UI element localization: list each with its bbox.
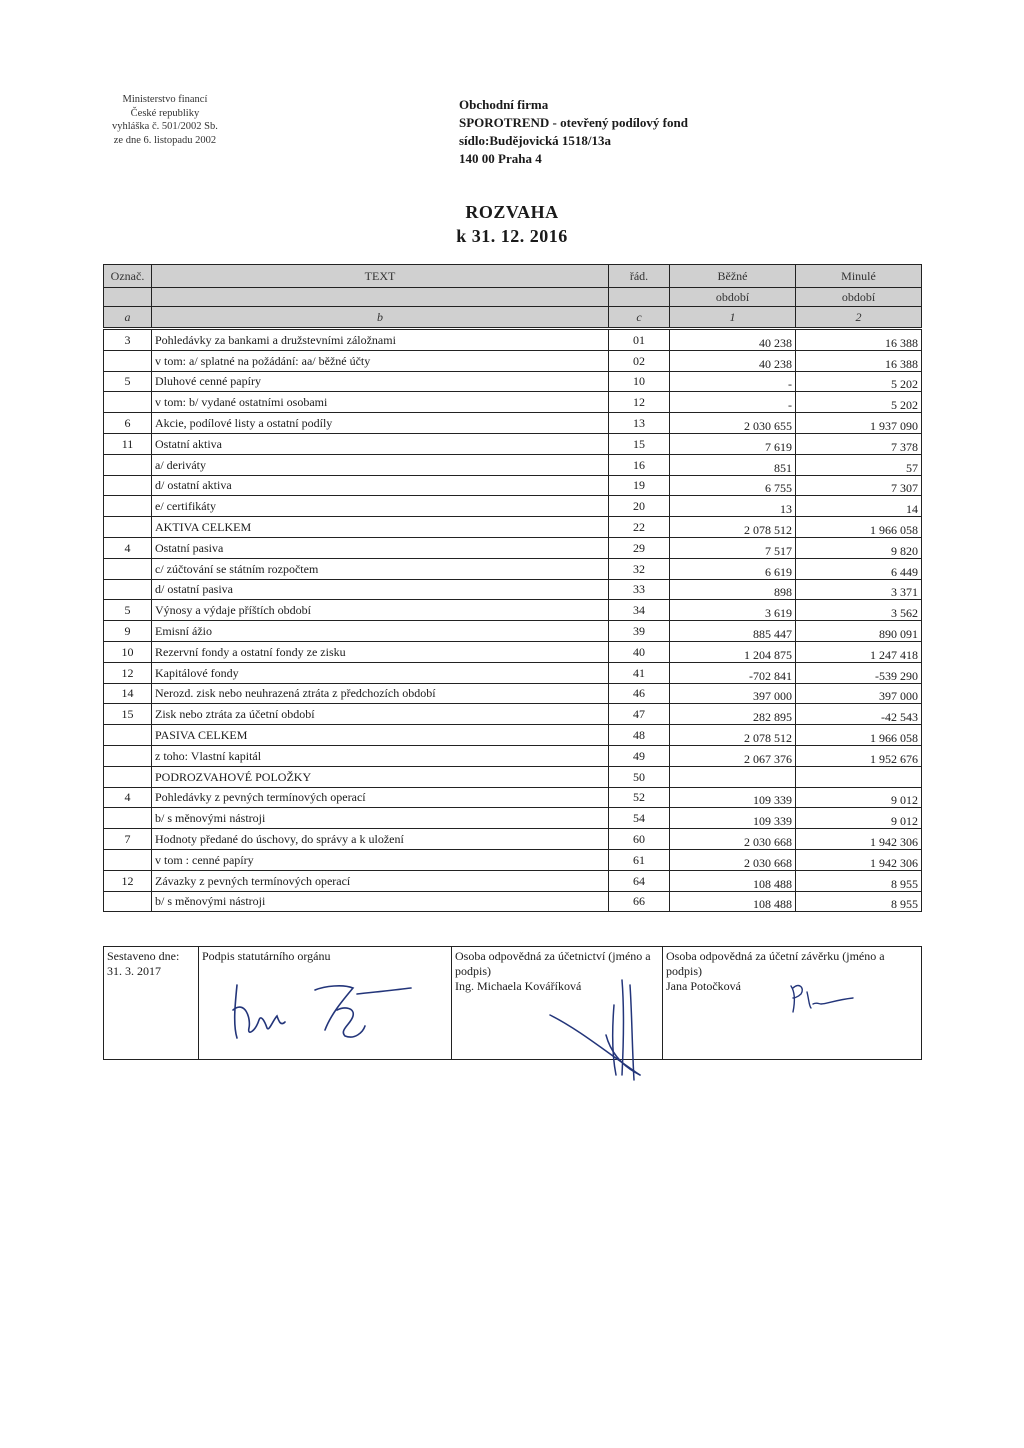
table-row (104, 558, 922, 579)
row-previous-period: 57 (796, 454, 922, 475)
row-previous-period: 5 202 (796, 392, 922, 413)
row-oznac (104, 808, 152, 829)
row-current-period: 7 619 (670, 433, 796, 454)
row-previous-period: 1 247 418 (796, 641, 922, 662)
row-oznac (104, 725, 152, 746)
row-rad: 60 (609, 829, 670, 850)
compiled-cell (104, 947, 199, 1060)
table-row (104, 371, 922, 392)
row-rad: 48 (609, 725, 670, 746)
table-row (104, 517, 922, 538)
row-oznac: 5 (104, 371, 152, 392)
row-text: Nerozd. zisk nebo neuhrazená ztráta z předchozích období (152, 683, 609, 704)
row-rad: 66 (609, 891, 670, 912)
row-oznac: 11 (104, 433, 152, 454)
table-row (104, 329, 922, 351)
row-oznac: 4 (104, 787, 152, 808)
row-text: v tom: b/ vydané ostatními osobami (152, 392, 609, 413)
row-previous-period: 397 000 (796, 683, 922, 704)
row-rad: 12 (609, 392, 670, 413)
row-text: Rezervní fondy a ostatní fondy ze zisku (152, 641, 609, 662)
company-header (459, 96, 688, 168)
table-row (104, 600, 922, 621)
row-current-period: - (670, 371, 796, 392)
row-previous-period: 9 012 (796, 787, 922, 808)
row-previous-period: 7 307 (796, 475, 922, 496)
table-row (104, 662, 922, 683)
header-minule-obdobi: období (796, 288, 922, 307)
row-current-period: 109 339 (670, 808, 796, 829)
row-oznac: 5 (104, 600, 152, 621)
row-current-period: 2 030 668 (670, 829, 796, 850)
row-text: Emisní ážio (152, 621, 609, 642)
row-rad: 54 (609, 808, 670, 829)
row-oznac (104, 766, 152, 787)
row-previous-period: 3 371 (796, 579, 922, 600)
row-text: a/ deriváty (152, 454, 609, 475)
row-text: Ostatní aktiva (152, 433, 609, 454)
row-previous-period: 1 937 090 (796, 413, 922, 434)
row-oznac: 6 (104, 413, 152, 434)
table-row (104, 433, 922, 454)
row-previous-period: 9 820 (796, 537, 922, 558)
table-row (104, 641, 922, 662)
header-text: TEXT (152, 265, 609, 288)
row-current-period: 282 895 (670, 704, 796, 725)
row-rad: 32 (609, 558, 670, 579)
table-row (104, 579, 922, 600)
row-text: Akcie, podílové listy a ostatní podíly (152, 413, 609, 434)
row-text: v tom : cenné papíry (152, 849, 609, 870)
balance-table-head (104, 265, 922, 329)
row-text: Ostatní pasiva (152, 537, 609, 558)
row-text: Výnosy a výdaje příštích období (152, 600, 609, 621)
row-rad: 52 (609, 787, 670, 808)
table-row (104, 829, 922, 850)
company-line-1: Obchodní firma (459, 97, 549, 112)
row-oznac: 15 (104, 704, 152, 725)
row-oznac: 3 (104, 329, 152, 351)
row-rad: 20 (609, 496, 670, 517)
row-current-period (670, 766, 796, 787)
row-oznac: 9 (104, 621, 152, 642)
row-oznac: 12 (104, 870, 152, 891)
row-current-period: 2 078 512 (670, 725, 796, 746)
row-rad: 40 (609, 641, 670, 662)
row-oznac: 10 (104, 641, 152, 662)
table-row (104, 454, 922, 475)
row-oznac: 4 (104, 537, 152, 558)
row-text: PASIVA CELKEM (152, 725, 609, 746)
table-row (104, 745, 922, 766)
row-current-period: 3 619 (670, 600, 796, 621)
table-row (104, 766, 922, 787)
ministry-line-2: České republiky (130, 107, 200, 119)
row-previous-period: 8 955 (796, 891, 922, 912)
row-previous-period: 1 942 306 (796, 849, 922, 870)
table-row (104, 849, 922, 870)
accounting-person-label: Osoba odpovědná za účetnictví (jméno a podpis) (455, 949, 651, 978)
row-oznac (104, 558, 152, 579)
document-title-block (0, 200, 1024, 248)
header-bezne-obdobi: období (670, 288, 796, 307)
row-oznac (104, 475, 152, 496)
row-rad: 22 (609, 517, 670, 538)
row-current-period: 40 238 (670, 329, 796, 351)
row-oznac (104, 891, 152, 912)
row-rad: 34 (609, 600, 670, 621)
balance-table-body (104, 329, 922, 912)
row-current-period: 13 (670, 496, 796, 517)
row-current-period: - (670, 392, 796, 413)
row-text: Závazky z pevných termínových operací (152, 870, 609, 891)
row-oznac (104, 496, 152, 517)
row-text: AKTIVA CELKEM (152, 517, 609, 538)
row-previous-period: 890 091 (796, 621, 922, 642)
row-current-period: 2 067 376 (670, 745, 796, 766)
row-oznac (104, 350, 152, 371)
ministry-header (112, 93, 218, 147)
row-current-period: 898 (670, 579, 796, 600)
company-line-3: sídlo:Budějovická 1518/13a (459, 133, 612, 148)
row-current-period: 40 238 (670, 350, 796, 371)
header-col-c: c (609, 307, 670, 329)
row-text: e/ certifikáty (152, 496, 609, 517)
row-text: Kapitálové fondy (152, 662, 609, 683)
row-oznac (104, 392, 152, 413)
row-previous-period: -42 543 (796, 704, 922, 725)
row-rad: 64 (609, 870, 670, 891)
row-rad: 50 (609, 766, 670, 787)
statutory-signature-cell (199, 947, 452, 1060)
table-row (104, 787, 922, 808)
row-rad: 47 (609, 704, 670, 725)
company-line-4: 140 00 Praha 4 (459, 151, 542, 166)
row-rad: 49 (609, 745, 670, 766)
row-rad: 61 (609, 849, 670, 870)
row-previous-period: 16 388 (796, 350, 922, 371)
row-previous-period: 9 012 (796, 808, 922, 829)
row-current-period: 108 488 (670, 870, 796, 891)
row-current-period: 108 488 (670, 891, 796, 912)
row-current-period: 851 (670, 454, 796, 475)
row-rad: 33 (609, 579, 670, 600)
row-text: b/ s měnovými nástroji (152, 891, 609, 912)
header-oznac: Označ. (104, 265, 152, 288)
row-text: Pohledávky z pevných termínových operací (152, 787, 609, 808)
row-text: d/ ostatní pasiva (152, 579, 609, 600)
header-bezne: Běžné (670, 265, 796, 288)
header-col-2: 2 (796, 307, 922, 329)
table-row (104, 475, 922, 496)
table-row (104, 496, 922, 517)
row-previous-period: 6 449 (796, 558, 922, 579)
row-current-period: 7 517 (670, 537, 796, 558)
row-current-period: 6 619 (670, 558, 796, 579)
row-previous-period: 7 378 (796, 433, 922, 454)
row-oznac: 14 (104, 683, 152, 704)
row-previous-period: 3 562 (796, 600, 922, 621)
row-text: b/ s měnovými nástroji (152, 808, 609, 829)
header-rad: řád. (609, 265, 670, 288)
row-previous-period: 1 966 058 (796, 725, 922, 746)
row-rad: 01 (609, 329, 670, 351)
balance-table (103, 264, 922, 912)
row-previous-period: 1 966 058 (796, 517, 922, 538)
row-rad: 19 (609, 475, 670, 496)
row-text: PODROZVAHOVÉ POLOŽKY (152, 766, 609, 787)
row-current-period: 6 755 (670, 475, 796, 496)
company-line-2: SPOROTREND - otevřený podílový fond (459, 115, 688, 130)
table-row (104, 392, 922, 413)
document-title: ROZVAHA (465, 202, 559, 222)
table-row (104, 537, 922, 558)
row-current-period: 109 339 (670, 787, 796, 808)
row-current-period: 885 447 (670, 621, 796, 642)
row-rad: 41 (609, 662, 670, 683)
row-current-period: 1 204 875 (670, 641, 796, 662)
header-col-1: 1 (670, 307, 796, 329)
row-text: z toho: Vlastní kapitál (152, 745, 609, 766)
row-current-period: 2 030 668 (670, 849, 796, 870)
row-previous-period (796, 766, 922, 787)
row-text: d/ ostatní aktiva (152, 475, 609, 496)
row-rad: 39 (609, 621, 670, 642)
row-rad: 46 (609, 683, 670, 704)
row-current-period: 2 078 512 (670, 517, 796, 538)
compiled-label: Sestaveno dne: (107, 949, 180, 963)
row-text: v tom: a/ splatné na požádání: aa/ běžné účty (152, 350, 609, 371)
row-rad: 29 (609, 537, 670, 558)
table-row (104, 621, 922, 642)
row-oznac (104, 849, 152, 870)
table-row (104, 891, 922, 912)
table-row (104, 350, 922, 371)
row-rad: 02 (609, 350, 670, 371)
row-previous-period: 5 202 (796, 371, 922, 392)
table-row (104, 704, 922, 725)
row-previous-period: 1 942 306 (796, 829, 922, 850)
row-oznac (104, 454, 152, 475)
accounting-person-name: Ing. Michaela Kováříková (455, 979, 582, 993)
row-oznac: 7 (104, 829, 152, 850)
document-date: k 31. 12. 2016 (456, 226, 568, 246)
header-col-b: b (152, 307, 609, 329)
table-row (104, 870, 922, 891)
row-previous-period: 8 955 (796, 870, 922, 891)
row-previous-period: 1 952 676 (796, 745, 922, 766)
row-oznac (104, 517, 152, 538)
row-rad: 10 (609, 371, 670, 392)
row-rad: 16 (609, 454, 670, 475)
ministry-line-1: Ministerstvo financí (122, 94, 208, 105)
table-row (104, 725, 922, 746)
compiled-date: 31. 3. 2017 (107, 964, 161, 978)
row-text: Hodnoty předané do úschovy, do správy a k uložení (152, 829, 609, 850)
row-current-period: 397 000 (670, 683, 796, 704)
row-previous-period: 16 388 (796, 329, 922, 351)
accounting-person-cell (452, 947, 663, 1060)
ministry-line-3: vyhláška č. 501/2002 Sb. (112, 121, 218, 132)
row-oznac: 12 (104, 662, 152, 683)
row-current-period: -702 841 (670, 662, 796, 683)
row-previous-period: -539 290 (796, 662, 922, 683)
row-current-period: 2 030 655 (670, 413, 796, 434)
row-text: Zisk nebo ztráta za účetní období (152, 704, 609, 725)
closing-person-name: Jana Potočková (666, 979, 741, 993)
table-row (104, 808, 922, 829)
row-rad: 15 (609, 433, 670, 454)
closing-person-label: Osoba odpovědná za účetní závěrku (jméno a podpis) (666, 949, 885, 978)
table-row (104, 413, 922, 434)
row-rad: 13 (609, 413, 670, 434)
header-minule: Minulé (796, 265, 922, 288)
signature-table (103, 946, 922, 1060)
row-previous-period: 14 (796, 496, 922, 517)
row-text: c/ zúčtování se státním rozpočtem (152, 558, 609, 579)
statutory-label: Podpis statutárního orgánu (202, 949, 331, 963)
header-col-a: a (104, 307, 152, 329)
row-text: Dluhové cenné papíry (152, 371, 609, 392)
row-oznac (104, 579, 152, 600)
row-oznac (104, 745, 152, 766)
closing-person-cell (663, 947, 922, 1060)
ministry-line-4: ze dne 6. listopadu 2002 (113, 134, 217, 146)
row-text: Pohledávky za bankami a družstevními záložnami (152, 329, 609, 351)
table-row (104, 683, 922, 704)
